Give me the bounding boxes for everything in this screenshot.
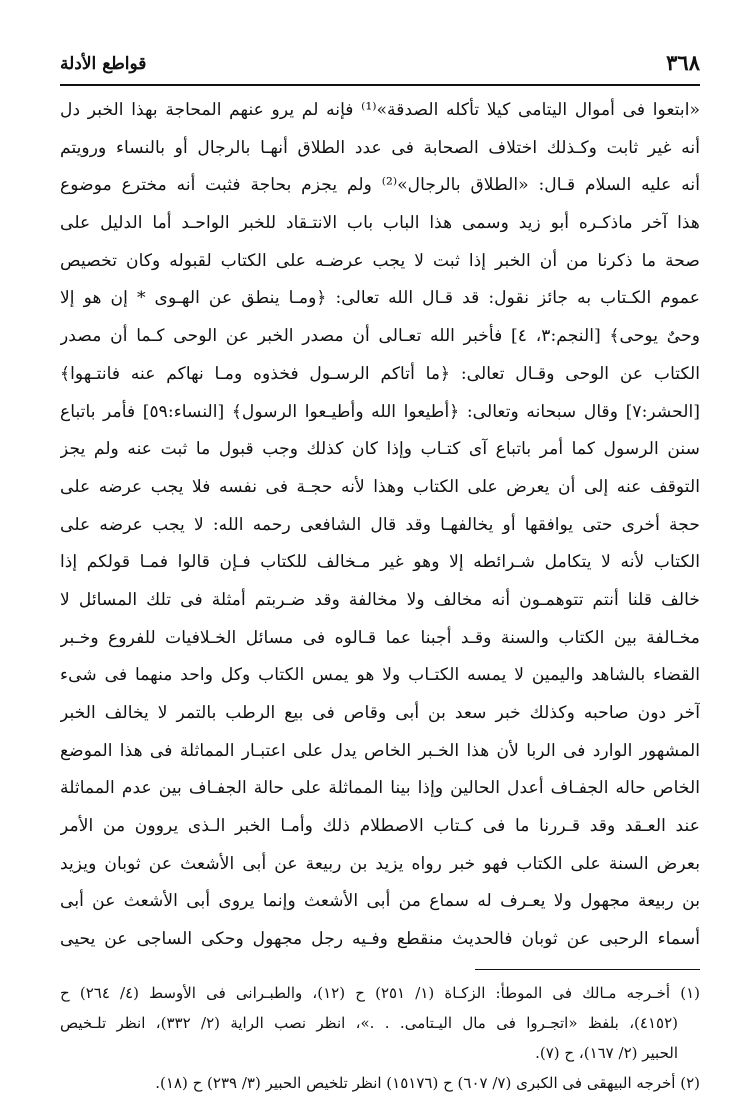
footnotes (60, 978, 700, 1098)
footnote-line: (٢) أخرجه البيهقى فى الكبرى (٧/ ٦٠٧) ح (١٥١٧٦) انظر تلخيص الحبير (٣/ ٢٣٩) ح (١٨). (155, 1073, 700, 1092)
text-line: «ابتعوا فى أموال اليتامى كيلا تأكله الصدقة»⁽¹⁾ فإنه لم يرو عنهم المحاجة بهذا الخبر دل (60, 100, 700, 120)
text-line: هذا آخر ماذكـره أبو زيد وسمى هذا الباب باب الانتـقاد للخبر الواحـد أما الدليل على (60, 213, 700, 234)
text-line: مخـالفة بين الكتاب والسنة وقـد أجبنا عما قـالوه فى مسائل الخـلافيات للفروع وخـبر (60, 627, 700, 648)
text-line: بن ربيعة مجهول ولا يعـرف له سماع من أبى الأشعث وإنما يروى أبى الأشعث عن أبى (60, 891, 700, 912)
text-line: صحة ما ذكرنا من أن الخبر إذا ثبت لا يجب عرضـه على الكتاب لقبوله وكان تخصيص (60, 250, 700, 271)
footnote-line: الحبير (٢/ ١٦٧)، ح (٧). (535, 1043, 678, 1062)
text-line: حجة أخرى حتى يوافقها أو يخالفهـا وقد قال الشافعى رحمه الله: لا يجب عرضه على (60, 514, 700, 535)
main-text (60, 92, 700, 959)
text-line: خالف قلنا أنتم تتوهمـون أنه مخالف ولا مخالفة وقد ضـربتم أمثلة فى تلك المسائل لا (60, 589, 700, 610)
page-number: ٣٦٨ (666, 50, 700, 75)
page-header (60, 48, 700, 86)
text-line: الكتاب لأنه لا يتكامل شـرائطه إلا وهو غير مـخالف للكتاب فـإن قالوا فمـا قولكم إذا (60, 552, 700, 573)
footnote-line: (١) أخـرجه مـالك فى الموطأ: الزكـاة (١/ ٢٥١) ح (١٢)، والطبـرانى فى الأوسط (٤/ ٢٦٤) ح (60, 983, 700, 1002)
text-line: أسماء الرحبى عن ثوبان فالحديث منقطع وفـيه رجل مجهول وحكى الساجى عن يحيى (60, 929, 700, 950)
text-line: عند العـقد وقد قـررنا ما فى كـتاب الاصطلام ذلك وأمـا الخبر الـذى يروون من الأمر (60, 816, 700, 837)
text-line: القضاء بالشاهد واليمين لا يمسه الكتـاب ولا هو يمس الكتاب وكل واحد منهما فى شىء (60, 665, 700, 686)
text-line: أنه عليه السلام قـال: «الطلاق بالرجال»⁽²⁾ ولم يجزم بحاجة فثبت أنه مخترع موضوع (60, 175, 700, 196)
footnote-divider (475, 969, 700, 970)
text-line: آخر دون صاحبه وكذلك خبر سعد بن أبى وقاص فى بيع الرطب بالتمر لا يخالف الخبر (60, 703, 700, 723)
text-line: سنن الرسول كما أمر باتباع آى كتـاب وإذا كان كذلك وجب قبول ما ثبت عنه ولم يجز (60, 439, 700, 460)
text-line: بعرض السنة على الكتاب فهو خبر رواه يزيد بن ربيعة عن أبى الأشعث عن ثوبان ويزيد (60, 853, 700, 874)
running-title: قواطع الأدلة (60, 54, 147, 74)
text-line: الكتاب عن الوحى وقـال تعالى: ﴿ما أتاكم الرسـول فخذوه ومـا نهاكم عنه فانتـهوا﴾ (60, 363, 700, 384)
text-line: التوقف عنه إلى أن يعرض على الكتاب وهذا لأنه حجـة فى نفسه فلا يجب عرضه على (60, 476, 700, 497)
book-page (60, 48, 700, 1098)
text-line: عموم الكـتاب به جائز نقول: قد قـال الله تعالى: ﴿ومـا ينطق عن الهـوى * إن هو إلا (60, 288, 700, 309)
footnote-line: (٤١٥٢)، بلفظ «اتجـروا فى مال اليـتامى. . .»، انظر نصب الراية (٢/ ٣٣٢)، انظر تلـخيص (60, 1013, 678, 1032)
text-line: أنه غير ثابت وكـذلك اختلاف الصحابة فى عدد الطلاق أنهـا بالرجال أو بالنساء ورويتم (60, 137, 700, 158)
text-line: [الحشر:٧] وقال سبحانه وتعالى: ﴿أطيعوا الله وأطيـعوا الرسول﴾ [النساء:٥٩] فأمر باتباع (60, 401, 700, 422)
text-line: المشهور الوارد فى الربا لأن هذا الخـبر الخاص يدل على اعتبـار المماثلة فى هذا الموضع (60, 740, 700, 761)
text-line: وحىٌ يوحى﴾ [النجم:٣، ٤] فأخبر الله تعـالى أن مصدر الخبر عن الوحى كـما أن مصدر (60, 326, 700, 347)
text-line: الخاص حاله الجفـاف أعدل الحالين وإذا بينا المماثلة على حالة الجفـاف بين عدم المماثلة (60, 778, 700, 799)
